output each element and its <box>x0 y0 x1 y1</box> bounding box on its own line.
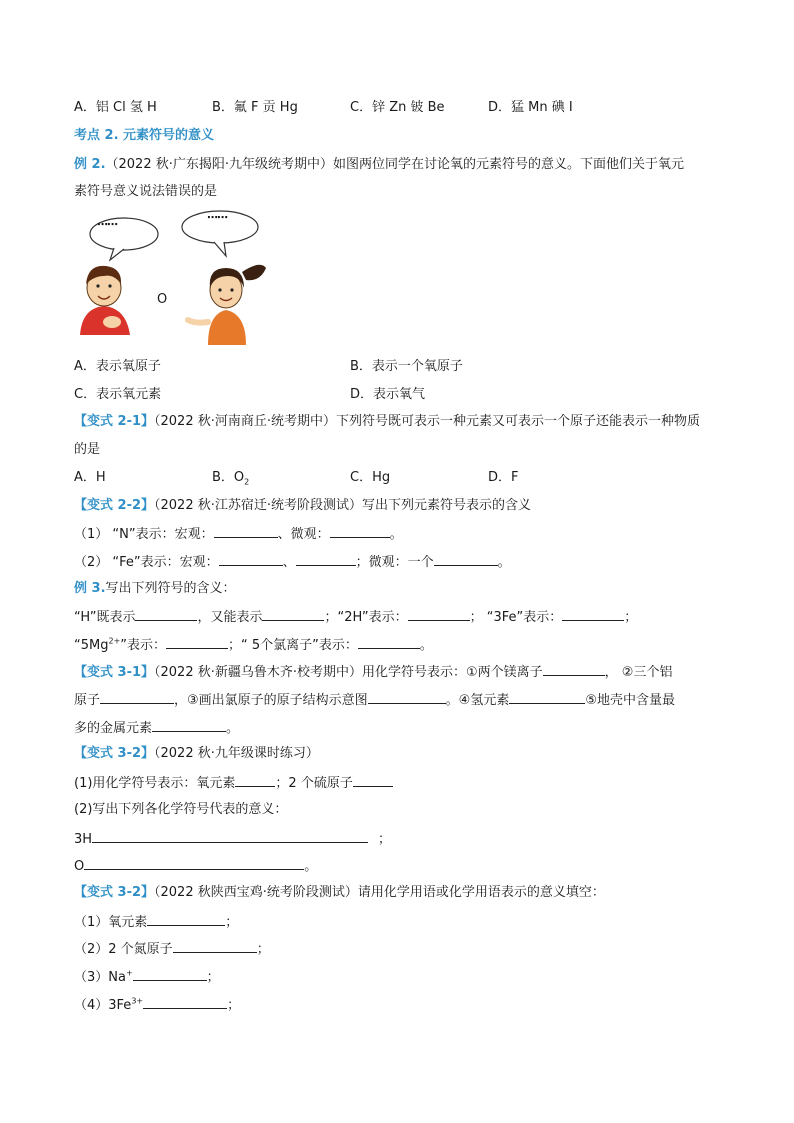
option-a[interactable]: A．铝 Cl 氢 H <box>74 100 157 115</box>
v31-l3b: 。 <box>226 721 240 736</box>
v22-item2-mid: ；微观：一个 <box>355 555 434 570</box>
variant-2-1-text1: （2022 秋·河南商丘·统考期中）下列符号既可表示一种元素又可表示一个原子还能表示一种物质 <box>154 414 700 429</box>
v22-item1-label: （1） “N”表示：宏观： <box>74 527 214 542</box>
answer-blank[interactable] <box>133 966 207 981</box>
v32a-s1: 3H <box>74 832 93 847</box>
v31-l1a: （2022 秋·新疆乌鲁木齐·校考期中）用化学符号表示：①两个镁离子 <box>154 665 543 680</box>
v22-item1-end: 。 <box>389 527 403 542</box>
variant-2-1-line1 <box>74 412 700 432</box>
v22-item1-mid: 、微观： <box>277 527 330 542</box>
answer-blank[interactable] <box>358 634 420 649</box>
ex3-l3d: 。 <box>419 638 433 653</box>
answer-blank[interactable] <box>173 938 257 953</box>
boy-figure <box>80 266 130 335</box>
v21-option-c[interactable]: C．Hg <box>350 470 391 485</box>
variant-3-1-line1 <box>74 661 672 683</box>
example-3-label: 例 3. <box>74 581 106 596</box>
v31-l2c: 。④氢元素 <box>445 693 510 708</box>
v32b-i3: （3）Na <box>74 970 126 985</box>
variant-3-2a-part2: (2)写出下列各化学符号代表的意义： <box>74 802 288 817</box>
ex2-option-c[interactable]: C．表示氧元素 <box>74 387 162 402</box>
answer-blank[interactable] <box>100 689 174 704</box>
example-2-line2: 素符号意义说法错误的是 <box>74 184 218 199</box>
v32a-text1: （2022 秋·九年级课时练习） <box>154 746 319 761</box>
example-2-label: 例 2. <box>74 157 106 172</box>
variant-3-2b-item4 <box>74 994 240 1016</box>
ex3-l3b: ”表示： <box>120 638 167 653</box>
ex2-option-b[interactable]: B．表示一个氧原子 <box>350 359 463 374</box>
v31-l2a: 原子 <box>74 693 101 708</box>
v32a-p1a: (1)用化学符号表示：氧元素 <box>74 776 236 791</box>
answer-blank[interactable] <box>135 606 197 621</box>
answer-blank[interactable] <box>509 689 585 704</box>
bubble-left-text: ⋯⋯ <box>97 218 117 231</box>
variant-2-2-tag: 【变式 2-2】 <box>74 498 155 513</box>
variant-3-2b-line1 <box>74 883 605 903</box>
variant-3-2a-part1 <box>74 772 393 794</box>
variant-3-1-tag: 【变式 3-1】 <box>74 665 155 680</box>
ex3-l2c: ；“2H”表示： <box>324 610 408 625</box>
answer-blank[interactable] <box>152 717 226 732</box>
ex3-l3c: ；“ 5个氯离子”表示： <box>228 638 358 653</box>
v32b-i1-end: ； <box>225 915 239 930</box>
answer-blank[interactable] <box>368 689 446 704</box>
variant-3-2b-tag: 【变式 3-2】 <box>74 885 155 900</box>
v32b-i4-end: ； <box>227 998 241 1013</box>
section-title: 考点 2. 元素符号的意义 <box>74 128 215 143</box>
oxygen-symbol: O <box>157 292 168 307</box>
v22-item2-sep: 、 <box>282 555 296 570</box>
example-3-text1: 写出下列符号的含义： <box>105 581 236 596</box>
variant-3-2a-line1 <box>74 744 319 764</box>
cartoon-svg <box>74 210 274 350</box>
v21-option-b[interactable] <box>212 468 350 488</box>
ex2-option-a[interactable]: A．表示氧原子 <box>74 359 161 374</box>
v32b-i4: （4）3Fe <box>74 998 132 1013</box>
v31-l2b: ，③画出氯原子的原子结构示意图 <box>174 693 368 708</box>
answer-blank[interactable] <box>147 911 225 926</box>
ex3-l2a: “H”既表示 <box>74 610 136 625</box>
answer-blank[interactable] <box>166 634 228 649</box>
v32b-i1: （1）氧元素 <box>74 915 148 930</box>
ex3-l3a: “5Mg <box>74 638 109 653</box>
answer-blank[interactable] <box>84 855 304 870</box>
variant-3-2a-symbol1 <box>74 828 391 850</box>
v32a-s1-end: ； <box>378 832 392 847</box>
variant-3-2a-symbol2 <box>74 855 317 877</box>
v21-option-d[interactable]: D．F <box>488 470 519 485</box>
v31-l3a: 多的金属元素 <box>74 721 153 736</box>
speech-bubble-right-tail <box>214 242 226 256</box>
variant-3-2b-item3 <box>74 966 220 988</box>
option-b[interactable]: B．氟 F 贡 Hg <box>212 100 298 115</box>
example-3-line1 <box>74 579 236 599</box>
ex2-option-d[interactable]: D．表示氧气 <box>350 387 426 402</box>
v31-l2d: ⑤地壳中含量最 <box>585 693 675 708</box>
variant-3-1-line3 <box>74 717 239 739</box>
variant-2-2-text1: （2022 秋·江苏宿迁·统考阶段测试）写出下列元素符号表示的含义 <box>154 498 531 513</box>
v32b-i2-end: ； <box>256 942 270 957</box>
students-illustration <box>74 210 274 350</box>
example-2-text1: （2022 秋·广东揭阳·九年级统考期中）如图两位同学在讨论氧的元素符号的意义。下面他们关于氧元 <box>105 157 684 172</box>
example-2-options-row2 <box>74 385 425 405</box>
variant-3-1-line2 <box>74 689 675 711</box>
v32a-s2: O <box>74 859 85 874</box>
answer-blank[interactable] <box>330 523 390 538</box>
ex3-l2d: ； “3Fe”表示： <box>469 610 563 625</box>
v22-item2-label: （2） “Fe”表示：宏观： <box>74 555 219 570</box>
variant-2-1-tag: 【变式 2-1】 <box>74 414 155 429</box>
answer-blank[interactable] <box>92 828 368 843</box>
option-c[interactable]: C．锌 Zn 铍 Be <box>350 100 445 115</box>
example-3-line3 <box>74 634 433 656</box>
answer-blank[interactable] <box>353 772 393 787</box>
ex3-l2b: ，又能表示 <box>197 610 263 625</box>
variant-2-2-item1 <box>74 523 403 545</box>
variant-2-1-line2: 的是 <box>74 442 101 457</box>
v21-option-b-subscript: 2 <box>244 477 250 487</box>
v21-option-a[interactable]: A．H <box>74 470 106 485</box>
ex3-l2e: ； <box>624 610 638 625</box>
v31-l1b: ， ②三个铝 <box>604 665 673 680</box>
variant-2-1-options <box>74 468 519 488</box>
v22-item2-end: 。 <box>497 555 511 570</box>
variant-3-2a-tag: 【变式 3-2】 <box>74 746 155 761</box>
example-3-line2 <box>74 606 637 628</box>
variant-2-2-line1 <box>74 496 531 516</box>
answer-blank[interactable] <box>408 606 470 621</box>
girl-figure <box>188 265 266 345</box>
answer-blank[interactable] <box>214 523 278 538</box>
speech-bubble-left-tail <box>110 248 124 260</box>
answer-blank[interactable] <box>143 994 227 1009</box>
v32b-i2: （2）2 个氮原子 <box>74 942 173 957</box>
bubble-right-text: ⋯⋯ <box>207 211 227 224</box>
variant-3-2b-item1 <box>74 911 238 933</box>
option-d[interactable]: D．猛 Mn 碘 I <box>488 100 573 115</box>
v32b-i4-superscript: 3+ <box>131 996 144 1006</box>
v21-option-b-text: B．O <box>212 470 245 485</box>
example-2-line1 <box>74 155 684 175</box>
answer-blank[interactable] <box>434 551 498 566</box>
answer-blank[interactable] <box>235 772 275 787</box>
answer-blank[interactable] <box>296 551 356 566</box>
v32a-p1b: ；2 个硫原子 <box>275 776 353 791</box>
prev-question-options <box>74 98 573 118</box>
answer-blank[interactable] <box>562 606 624 621</box>
answer-blank[interactable] <box>219 551 283 566</box>
answer-blank[interactable] <box>543 661 605 676</box>
v32b-i3-end: ； <box>206 970 220 985</box>
variant-3-2b-item2 <box>74 938 270 960</box>
example-2-options-row1 <box>74 357 463 377</box>
ex3-l3-superscript: 2+ <box>108 636 121 646</box>
v32b-i3-superscript: + <box>125 968 133 978</box>
v32a-s2-end: 。 <box>304 859 318 874</box>
v32b-text1: （2022 秋陕西宝鸡·统考阶段测试）请用化学用语或化学用语表示的意义填空： <box>154 885 605 900</box>
variant-2-2-item2 <box>74 551 511 573</box>
answer-blank[interactable] <box>262 606 324 621</box>
